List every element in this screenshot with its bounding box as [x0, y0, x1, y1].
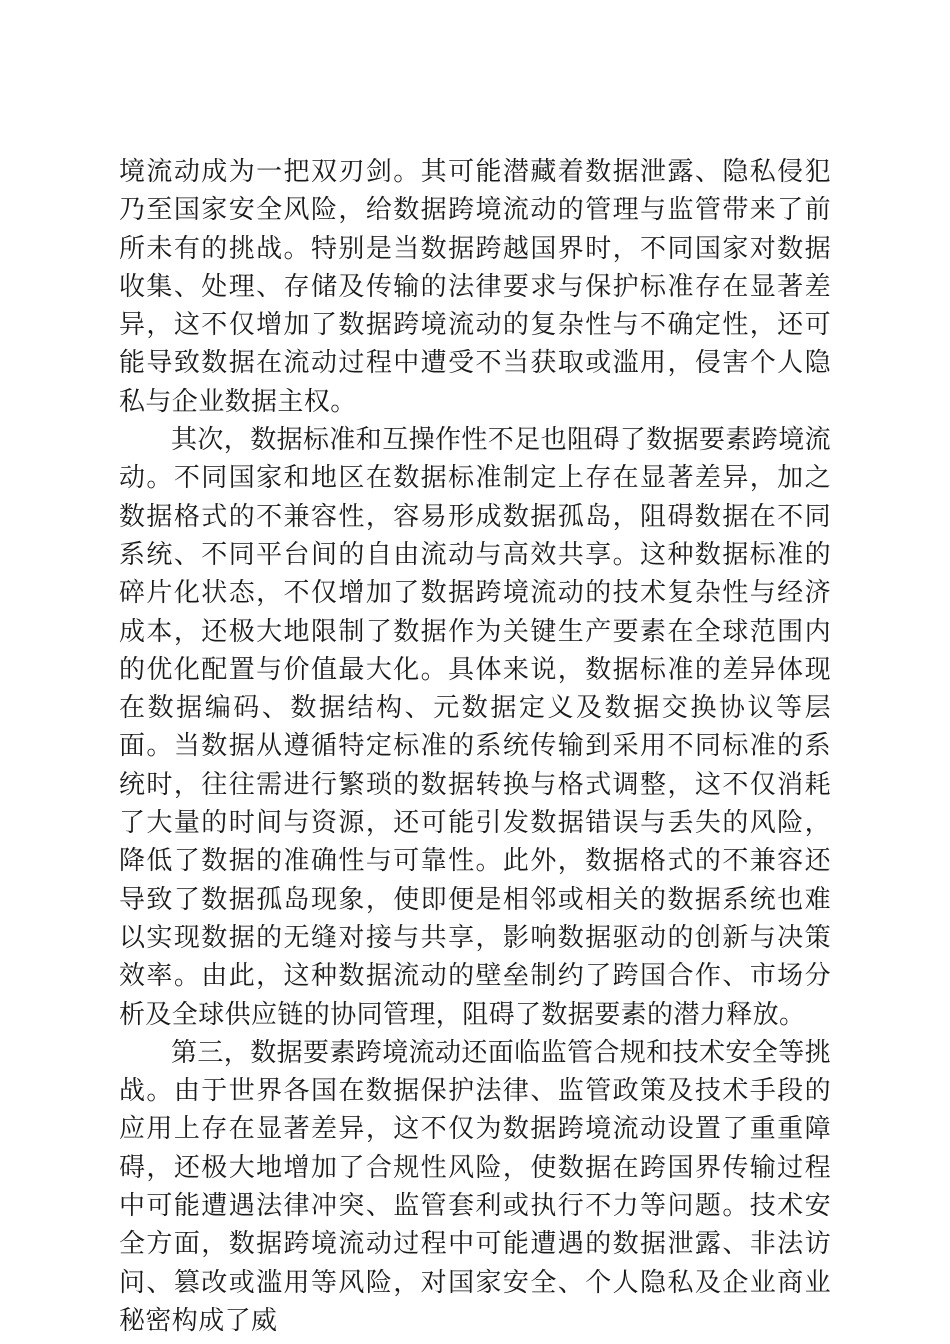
paragraph-3: 第三，数据要素跨境流动还面临监管合规和技术安全等挑战。由于世界各国在数据保护法律、监管政策及技术手段的应用上存在显著差异，这不仅为数据跨境流动设置了重重障碍，还极大地增加了合规性风险，使数据在跨国界传输过程中可能遭遇法律冲突、监管套利或执行不力等问题。技术安全方面，数据跨境流动过程中可能遭遇的数据泄露、非法访问、篡改或滥用等风险，对国家安全、个人隐私及企业商业秘密构成了威	[119, 1037, 832, 1336]
paragraph-1: 境流动成为一把双刃剑。其可能潜藏着数据泄露、隐私侵犯乃至国家安全风险，给数据跨境流动的管理与监管带来了前所未有的挑战。特别是当数据跨越国界时，不同国家对数据收集、处理、存储及传输的法律要求与保护标准存在显著差异，这不仅增加了数据跨境流动的复杂性与不确定性，还可能导致数据在流动过程中遭受不当获取或滥用，侵害个人隐私与企业数据主权。	[119, 157, 831, 417]
paragraph-2: 其次，数据标准和互操作性不足也阻碍了数据要素跨境流动。不同国家和地区在数据标准制定上存在显著差异，加之数据格式的不兼容性，容易形成数据孤岛，阻碍数据在不同系统、不同平台间的自由流动与高效共享。这种数据标准的碎片化状态，不仅增加了数据跨境流动的技术复杂性与经济成本，还极大地限制了数据作为关键生产要素在全球范围内的优化配置与价值最大化。具体来说，数据标准的差异体现在数据编码、数据结构、元数据定义及数据交换协议等层面。当数据从遵循特定标准的系统传输到采用不同标准的系统时，往往需进行繁琐的数据转换与格式调整，这不仅消耗了大量的时间与资源，还可能引发数据错误与丢失的风险，降低了数据的准确性与可靠性。此外，数据格式的不兼容还导致了数据孤岛现象，使即便是相邻或相关的数据系统也难以实现数据的无缝对接与共享，影响数据驱动的创新与决策效率。由此，这种数据流动的壁垒制约了跨国合作、市场分析及全球供应链的协同管理，阻碍了数据要素的潜力释放。	[119, 425, 832, 1030]
document-body	[119, 153, 831, 1340]
